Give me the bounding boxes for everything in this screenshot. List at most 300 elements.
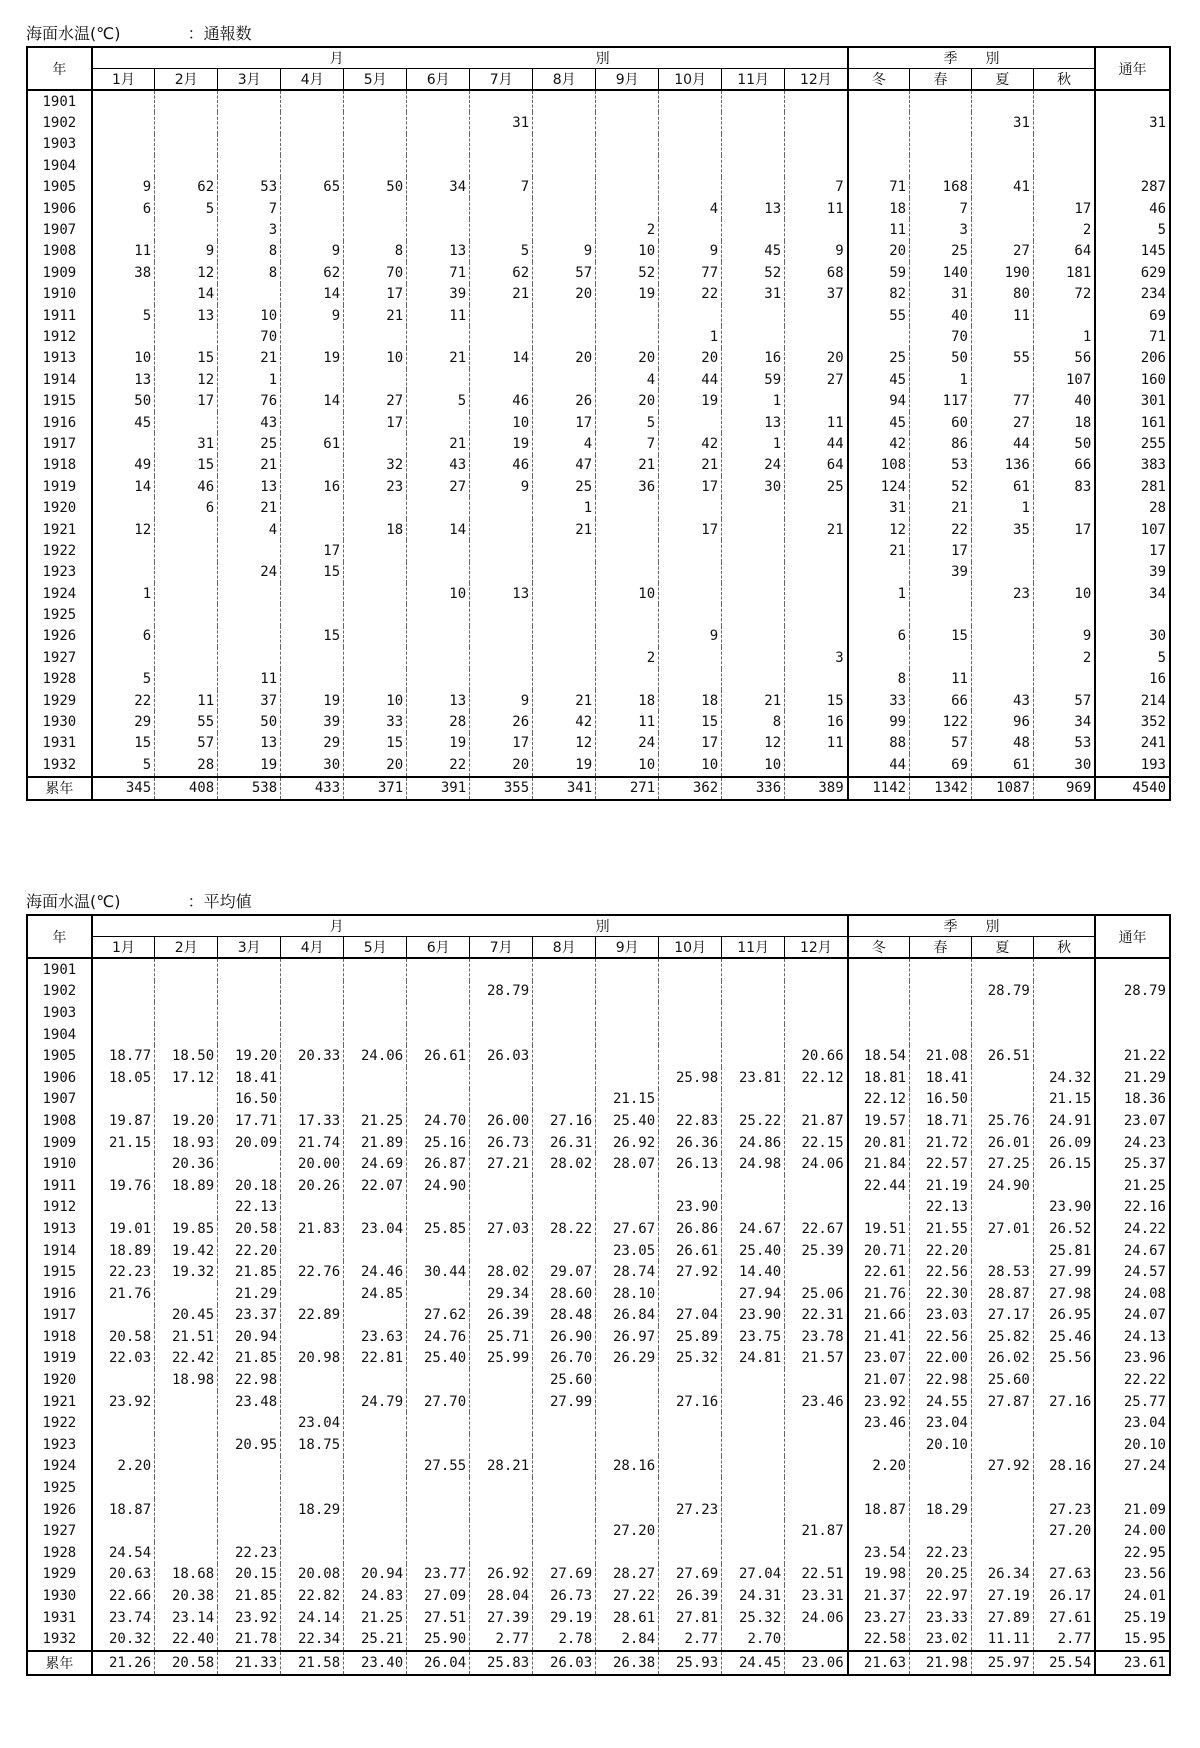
month-value-cell (92, 219, 155, 240)
season-value-cell: 28.87 (971, 1283, 1033, 1305)
month-value-cell: 9 (155, 241, 218, 262)
month-value-cell (596, 90, 659, 112)
month-value-cell (92, 155, 155, 176)
month-header: 10月 (659, 69, 722, 91)
month-value-cell: 27.09 (407, 1585, 470, 1607)
month-value-cell (596, 1477, 659, 1499)
month-value-cell: 27 (344, 390, 407, 411)
month-value-cell (533, 134, 596, 155)
month-value-cell (785, 1542, 848, 1564)
annual-value-cell: 160 (1095, 369, 1170, 390)
month-value-cell (470, 540, 533, 561)
season-header: 夏 (971, 69, 1033, 91)
month-value-cell: 10 (596, 241, 659, 262)
table-row (27, 1283, 1170, 1305)
month-value-cell (470, 198, 533, 219)
month-value-cell (218, 958, 281, 981)
year-cell: 1915 (27, 1261, 92, 1283)
month-value-cell: 18.87 (92, 1499, 155, 1521)
month-value-cell: 77 (659, 262, 722, 283)
month-value-cell (470, 90, 533, 112)
month-value-cell: 27.20 (596, 1520, 659, 1542)
table-row (27, 1348, 1170, 1370)
month-value-cell: 27 (785, 369, 848, 390)
month-value-cell: 45 (92, 412, 155, 433)
month-value-cell: 27.23 (659, 1499, 722, 1521)
month-value-cell: 5 (596, 412, 659, 433)
month-value-cell: 46 (155, 476, 218, 497)
month-value-cell (470, 1391, 533, 1413)
season-value-cell (910, 90, 972, 112)
month-value-cell (344, 1067, 407, 1089)
year-cell: 1918 (27, 1326, 92, 1348)
month-value-cell (92, 1412, 155, 1434)
month-value-cell: 34 (407, 177, 470, 198)
annual-value-cell (1095, 604, 1170, 625)
month-header: 2月 (155, 69, 218, 91)
month-value-cell: 12 (155, 262, 218, 283)
month-header: 6月 (407, 937, 470, 959)
season-value-cell: 9 (1033, 626, 1095, 647)
table-row (27, 1520, 1170, 1542)
month-value-cell: 18.05 (92, 1067, 155, 1089)
month-value-cell (533, 1434, 596, 1456)
month-value-cell: 2.78 (533, 1628, 596, 1651)
year-cell: 1911 (27, 305, 92, 326)
month-value-cell (785, 669, 848, 690)
month-value-cell (344, 1520, 407, 1542)
season-value-cell (848, 1024, 910, 1046)
year-cell: 1908 (27, 241, 92, 262)
month-value-cell (722, 305, 785, 326)
season-value-cell (848, 604, 910, 625)
month-value-cell (407, 1542, 470, 1564)
year-cell: 1919 (27, 476, 92, 497)
year-cell: 1921 (27, 519, 92, 540)
month-value-cell (533, 305, 596, 326)
month-value-cell (407, 219, 470, 240)
month-value-cell: 23.92 (218, 1607, 281, 1629)
year-cell: 1931 (27, 1607, 92, 1629)
month-value-cell (344, 1542, 407, 1564)
year-cell: 1913 (27, 348, 92, 369)
month-value-cell (533, 1240, 596, 1262)
season-value-cell: 26.01 (971, 1132, 1033, 1154)
season-value-cell (848, 134, 910, 155)
season-value-cell: 53 (910, 455, 972, 476)
season-value-cell (848, 958, 910, 981)
month-value-cell (785, 1628, 848, 1651)
month-value-cell (470, 1412, 533, 1434)
month-value-cell: 15 (155, 455, 218, 476)
month-value-cell (722, 1456, 785, 1478)
month-value-cell (92, 326, 155, 347)
month-value-cell (407, 412, 470, 433)
season-value-cell: 40 (1033, 390, 1095, 411)
season-value-cell: 26.34 (971, 1564, 1033, 1586)
month-value-cell (281, 155, 344, 176)
season-value-cell (1033, 604, 1095, 625)
month-value-cell (344, 562, 407, 583)
table-row (27, 177, 1170, 198)
month-value-cell (155, 219, 218, 240)
month-value-cell (533, 1499, 596, 1521)
month-value-cell: 27.81 (659, 1607, 722, 1629)
season-value-cell (971, 958, 1033, 981)
year-cell: 1918 (27, 455, 92, 476)
month-value-cell: 19 (659, 390, 722, 411)
month-value-cell (596, 1175, 659, 1197)
month-value-cell: 15 (281, 626, 344, 647)
season-value-cell: 108 (848, 455, 910, 476)
month-value-cell: 1 (533, 497, 596, 518)
month-value-cell: 24.85 (344, 1283, 407, 1305)
season-value-cell (971, 1240, 1033, 1262)
season-value-cell: 25.56 (1033, 1348, 1095, 1370)
month-value-cell (470, 1175, 533, 1197)
season-value-cell (1033, 562, 1095, 583)
month-value-cell (596, 1067, 659, 1089)
month-value-cell: 31 (470, 112, 533, 133)
month-value-cell (596, 1412, 659, 1434)
month-value-cell: 22.76 (281, 1261, 344, 1283)
month-header: 12月 (785, 937, 848, 959)
month-value-cell (155, 519, 218, 540)
table-row (27, 433, 1170, 454)
month-value-cell: 23.78 (785, 1326, 848, 1348)
season-value-cell: 26.17 (1033, 1585, 1095, 1607)
month-value-cell (785, 754, 848, 776)
season-value-cell: 1 (1033, 326, 1095, 347)
year-cell: 1930 (27, 1585, 92, 1607)
month-value-cell: 22.66 (92, 1585, 155, 1607)
month-value-cell (722, 1024, 785, 1046)
month-value-cell: 28.07 (596, 1153, 659, 1175)
total-value-cell: 21.33 (218, 1651, 281, 1675)
season-header: 秋 (1033, 937, 1095, 959)
annual-value-cell: 241 (1095, 733, 1170, 754)
month-value-cell: 21.57 (785, 1348, 848, 1370)
month-value-cell: 20.18 (218, 1175, 281, 1197)
month-value-cell (344, 326, 407, 347)
month-value-cell (155, 583, 218, 604)
season-value-cell (1033, 90, 1095, 112)
month-value-cell: 14 (470, 348, 533, 369)
season-value-cell: 23 (971, 583, 1033, 604)
season-value-cell (971, 155, 1033, 176)
table-row (27, 1089, 1170, 1111)
season-value-cell: 27.16 (1033, 1391, 1095, 1413)
month-value-cell (470, 1434, 533, 1456)
annual-value-cell: 281 (1095, 476, 1170, 497)
table-row (27, 690, 1170, 711)
annual-value-cell: 22.22 (1095, 1369, 1170, 1391)
month-value-cell: 26.84 (596, 1305, 659, 1327)
month-value-cell (155, 1542, 218, 1564)
month-value-cell (155, 562, 218, 583)
month-value-cell (407, 1434, 470, 1456)
month-header: 3月 (218, 937, 281, 959)
month-value-cell: 46 (470, 455, 533, 476)
month-value-cell: 16 (785, 711, 848, 732)
month-value-cell: 17 (659, 733, 722, 754)
month-value-cell (407, 134, 470, 155)
month-value-cell: 26.00 (470, 1110, 533, 1132)
month-value-cell: 22.51 (785, 1564, 848, 1586)
month-value-cell (155, 1520, 218, 1542)
month-value-cell (92, 647, 155, 668)
season-value-cell (971, 1089, 1033, 1111)
season-value-cell: 53 (1033, 733, 1095, 754)
month-value-cell (344, 1369, 407, 1391)
month-value-cell: 4 (596, 369, 659, 390)
total-value-cell: 24.45 (722, 1651, 785, 1675)
month-value-cell (785, 1002, 848, 1024)
month-value-cell: 20 (533, 284, 596, 305)
month-value-cell (659, 958, 722, 981)
month-value-cell (470, 1002, 533, 1024)
season-value-cell: 17 (1033, 519, 1095, 540)
month-value-cell: 62 (281, 262, 344, 283)
month-value-cell (659, 1024, 722, 1046)
month-value-cell: 20 (596, 390, 659, 411)
total-label: 累年 (27, 1651, 92, 1675)
month-value-cell (470, 305, 533, 326)
month-value-cell (659, 219, 722, 240)
table-row (27, 1434, 1170, 1456)
month-value-cell: 27.51 (407, 1607, 470, 1629)
month-value-cell: 13 (155, 305, 218, 326)
month-value-cell: 25.89 (659, 1326, 722, 1348)
annual-value-cell: 24.00 (1095, 1520, 1170, 1542)
month-value-cell: 14 (92, 476, 155, 497)
month-value-cell: 24.98 (722, 1153, 785, 1175)
month-value-cell: 21.15 (596, 1089, 659, 1111)
season-value-cell: 27.19 (971, 1585, 1033, 1607)
month-value-cell: 27.16 (533, 1110, 596, 1132)
month-value-cell (344, 626, 407, 647)
month-value-cell (92, 1520, 155, 1542)
annual-value-cell: 234 (1095, 284, 1170, 305)
month-value-cell (659, 1089, 722, 1111)
month-value-cell (596, 134, 659, 155)
annual-value-cell: 206 (1095, 348, 1170, 369)
month-value-cell: 21.87 (785, 1520, 848, 1542)
month-value-cell: 43 (218, 412, 281, 433)
month-value-cell: 65 (281, 177, 344, 198)
month-value-cell: 27.04 (722, 1564, 785, 1586)
total-value-cell: 336 (722, 777, 785, 800)
month-value-cell: 21.85 (218, 1261, 281, 1283)
month-value-cell (596, 155, 659, 176)
month-value-cell: 9 (92, 177, 155, 198)
month-value-cell: 6 (92, 198, 155, 219)
month-value-cell (155, 1456, 218, 1478)
month-value-cell: 6 (155, 497, 218, 518)
month-value-cell (281, 326, 344, 347)
month-value-cell (533, 1477, 596, 1499)
month-value-cell: 25.39 (785, 1240, 848, 1262)
season-value-cell: 21.07 (848, 1369, 910, 1391)
annual-value-cell: 25.77 (1095, 1391, 1170, 1413)
table-row (27, 90, 1170, 112)
annual-value-cell: 629 (1095, 262, 1170, 283)
month-value-cell (722, 1002, 785, 1024)
annual-value-cell: 25.37 (1095, 1153, 1170, 1175)
season-header: 夏 (971, 937, 1033, 959)
year-cell: 1929 (27, 1564, 92, 1586)
month-value-cell (155, 1499, 218, 1521)
month-value-cell: 24 (218, 562, 281, 583)
month-value-cell (155, 1197, 218, 1219)
total-value-cell: 4540 (1095, 777, 1170, 800)
year-cell: 1924 (27, 583, 92, 604)
year-cell: 1904 (27, 155, 92, 176)
month-value-cell (155, 155, 218, 176)
month-value-cell: 26.70 (533, 1348, 596, 1370)
month-value-cell: 21.89 (344, 1132, 407, 1154)
monthly-group-header: 月 別 (92, 915, 848, 937)
annual-value-cell: 20.10 (1095, 1434, 1170, 1456)
season-value-cell (971, 1499, 1033, 1521)
season-value-cell: 18 (848, 198, 910, 219)
month-value-cell: 26.90 (533, 1326, 596, 1348)
season-value-cell: 59 (848, 262, 910, 283)
month-value-cell (344, 433, 407, 454)
month-value-cell (155, 1391, 218, 1413)
table-row (27, 497, 1170, 518)
annual-value-cell: 23.56 (1095, 1564, 1170, 1586)
month-header: 7月 (470, 937, 533, 959)
month-value-cell: 59 (722, 369, 785, 390)
month-value-cell (407, 198, 470, 219)
seasonal-group-header: 季 別 (848, 47, 1096, 69)
month-value-cell: 21 (344, 305, 407, 326)
year-cell: 1907 (27, 219, 92, 240)
month-value-cell (155, 1283, 218, 1305)
month-value-cell: 17 (470, 733, 533, 754)
month-value-cell: 9 (281, 241, 344, 262)
month-value-cell (470, 1089, 533, 1111)
month-value-cell (470, 1197, 533, 1219)
month-value-cell (92, 540, 155, 561)
month-value-cell: 11 (155, 690, 218, 711)
month-value-cell (344, 134, 407, 155)
month-value-cell: 28 (407, 711, 470, 732)
table-row (27, 1499, 1170, 1521)
season-value-cell: 25.76 (971, 1110, 1033, 1132)
total-label: 累年 (27, 777, 92, 800)
table-row (27, 958, 1170, 981)
total-value-cell: 1342 (910, 777, 972, 800)
season-value-cell: 23.27 (848, 1607, 910, 1629)
month-value-cell (470, 626, 533, 647)
season-value-cell: 122 (910, 711, 972, 732)
table-body (27, 958, 1170, 1675)
month-value-cell: 21.29 (218, 1283, 281, 1305)
month-value-cell: 21.51 (155, 1326, 218, 1348)
season-value-cell: 6 (848, 626, 910, 647)
month-value-cell: 24.81 (722, 1348, 785, 1370)
month-value-cell (659, 412, 722, 433)
month-value-cell (281, 958, 344, 981)
season-value-cell (1033, 155, 1095, 176)
season-value-cell (971, 604, 1033, 625)
season-value-cell: 22.56 (910, 1261, 972, 1283)
season-value-cell: 82 (848, 284, 910, 305)
month-value-cell: 20.94 (218, 1326, 281, 1348)
season-value-cell: 28.79 (971, 981, 1033, 1003)
month-value-cell (344, 1197, 407, 1219)
month-value-cell (785, 497, 848, 518)
season-value-cell (1033, 958, 1095, 981)
season-value-cell (1033, 305, 1095, 326)
month-value-cell (218, 604, 281, 625)
month-value-cell: 25.99 (470, 1348, 533, 1370)
season-value-cell: 26.02 (971, 1348, 1033, 1370)
month-value-cell: 11 (785, 198, 848, 219)
month-value-cell (407, 112, 470, 133)
annual-value-cell: 24.01 (1095, 1585, 1170, 1607)
season-value-cell: 22.00 (910, 1348, 972, 1370)
month-value-cell (218, 1153, 281, 1175)
month-value-cell: 25.22 (722, 1110, 785, 1132)
year-cell: 1904 (27, 1024, 92, 1046)
month-value-cell (470, 1520, 533, 1542)
month-value-cell: 14.40 (722, 1261, 785, 1283)
average-section (26, 890, 1171, 1676)
month-value-cell (596, 562, 659, 583)
month-value-cell (533, 1520, 596, 1542)
season-value-cell: 11 (971, 305, 1033, 326)
month-value-cell (344, 112, 407, 133)
month-value-cell: 7 (596, 433, 659, 454)
total-value-cell: 21.26 (92, 1651, 155, 1675)
season-value-cell: 61 (971, 476, 1033, 497)
month-value-cell (407, 155, 470, 176)
month-value-cell (533, 1045, 596, 1067)
season-value-cell: 23.90 (1033, 1197, 1095, 1219)
season-value-cell (1033, 669, 1095, 690)
season-value-cell (1033, 497, 1095, 518)
month-value-cell (281, 112, 344, 133)
table-row (27, 112, 1170, 133)
annual-value-cell (1095, 1002, 1170, 1024)
month-value-cell (596, 1391, 659, 1413)
season-value-cell: 24.32 (1033, 1067, 1095, 1089)
month-value-cell: 9 (785, 241, 848, 262)
table-row (27, 1110, 1170, 1132)
month-value-cell (596, 981, 659, 1003)
month-value-cell: 25.32 (722, 1607, 785, 1629)
month-value-cell (722, 1197, 785, 1219)
month-value-cell (344, 1002, 407, 1024)
month-value-cell: 10 (344, 348, 407, 369)
month-value-cell: 19.20 (218, 1045, 281, 1067)
month-value-cell (281, 1024, 344, 1046)
month-value-cell: 20.63 (92, 1564, 155, 1586)
season-value-cell: 24.90 (971, 1175, 1033, 1197)
month-value-cell (470, 134, 533, 155)
month-value-cell: 62 (470, 262, 533, 283)
month-value-cell (218, 112, 281, 133)
month-value-cell: 21 (596, 455, 659, 476)
month-value-cell: 24.70 (407, 1110, 470, 1132)
season-value-cell (910, 1456, 972, 1478)
season-value-cell (971, 1024, 1033, 1046)
month-value-cell (92, 1089, 155, 1111)
month-value-cell: 19 (533, 754, 596, 776)
